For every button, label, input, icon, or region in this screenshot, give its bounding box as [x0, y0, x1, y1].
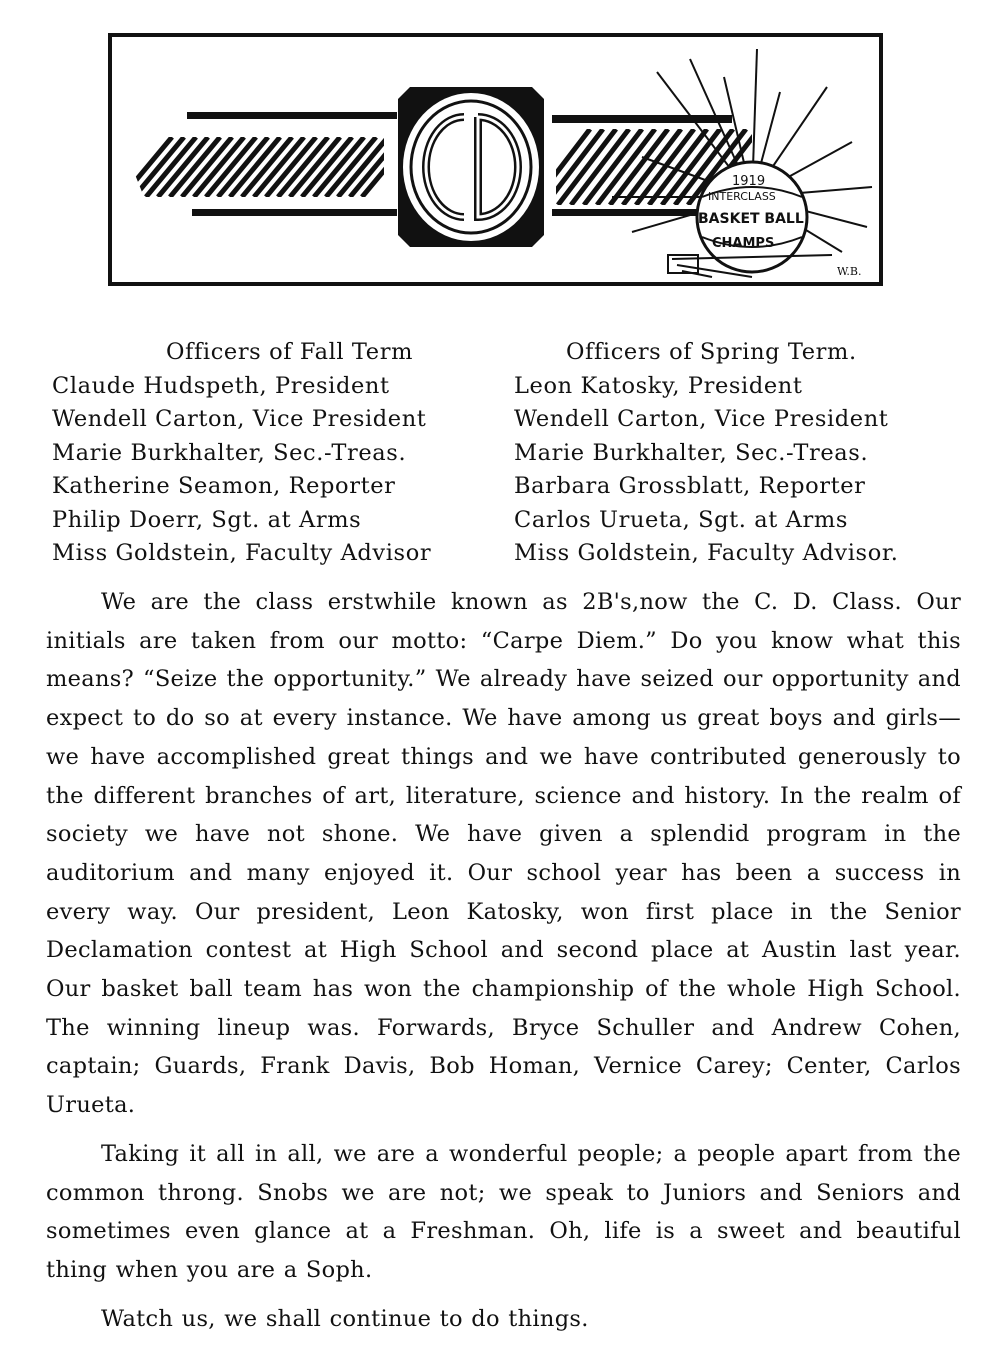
- fall-officer-line: Marie Burkhalter, Sec.-Treas.: [52, 439, 407, 466]
- spring-officer-line: Wendell Carton, Vice President: [514, 406, 889, 432]
- ball-year: 1919: [732, 174, 766, 189]
- header-banner: [108, 33, 883, 286]
- paragraph-closing: Watch us, we shall continue to do things.: [101, 1305, 589, 1332]
- ball-basketball: BASKET BALL: [698, 211, 804, 227]
- left-stripes: [122, 112, 412, 216]
- class-history-text: [46, 583, 961, 1338]
- officers-section: [0, 336, 1000, 576]
- fall-heading: Officers of Fall Term: [166, 339, 414, 365]
- artist-initials: W.B.: [837, 265, 862, 278]
- spring-officer-line: Barbara Grossblatt, Reporter: [514, 473, 866, 499]
- spring-heading: Officers of Spring Term.: [566, 339, 857, 365]
- ball-interclass: INTERCLASS: [708, 190, 776, 203]
- paragraph-wonderful-people: Taking it all in all, we are a wonderful people; a people apart from the common throng. Snobs we are not; we speak to Juniors and Seniors and sometimes even glance at a Freshman. Oh, life is a sweet and beautiful thing when you are a Soph.: [46, 1140, 961, 1283]
- spring-officer-line: Miss Goldstein, Faculty Advisor.: [514, 540, 899, 566]
- fall-officers: [52, 336, 431, 571]
- ball-champs: CHAMPS: [712, 236, 775, 251]
- spring-officer-line: Leon Katosky, President: [514, 372, 803, 399]
- spring-officer-line: Marie Burkhalter, Sec.-Treas.: [514, 439, 869, 466]
- fall-officer-line: Wendell Carton, Vice President: [52, 406, 427, 432]
- fall-officer-line: Katherine Seamon, Reporter: [52, 473, 396, 499]
- fall-officer-line: Claude Hudspeth, President: [52, 372, 390, 399]
- banner-illustration: [112, 37, 879, 282]
- spring-officer-line: Carlos Urueta, Sgt. at Arms: [514, 506, 848, 533]
- cd-monogram: [398, 87, 544, 247]
- paragraph-class-description: We are the class erstwhile known as 2B's,now the C. D. Class. Our initials are taken from our motto: “Carpe Diem.” Do you know what this means? “Seize the opportunity.” We already have seized our opportunity and expect to do so at every instance. We have among us great boys and girls—we have accomplished great things and we have contributed generously to the different branches of art, literature, science and history. In the realm of society we have not shone. We have given a splendid program in the auditorium and many enjoyed it. Our school year has been a success in every way. Our president, Leon Katosky, won first place in the Senior Declamation contest at High School and second place at Austin last year. Our basket ball team has won the championship of the whole High School. The winning lineup was. Forwards, Bryce Schuller and Andrew Cohen, captain; Guards, Frank Davis, Bob Homan, Vernice Carey; Center, Carlos Urueta.: [46, 589, 961, 1119]
- fall-officer-line: Philip Doerr, Sgt. at Arms: [52, 506, 362, 533]
- spring-officers: [514, 336, 898, 571]
- fall-officer-line: Miss Goldstein, Faculty Advisor: [52, 540, 432, 566]
